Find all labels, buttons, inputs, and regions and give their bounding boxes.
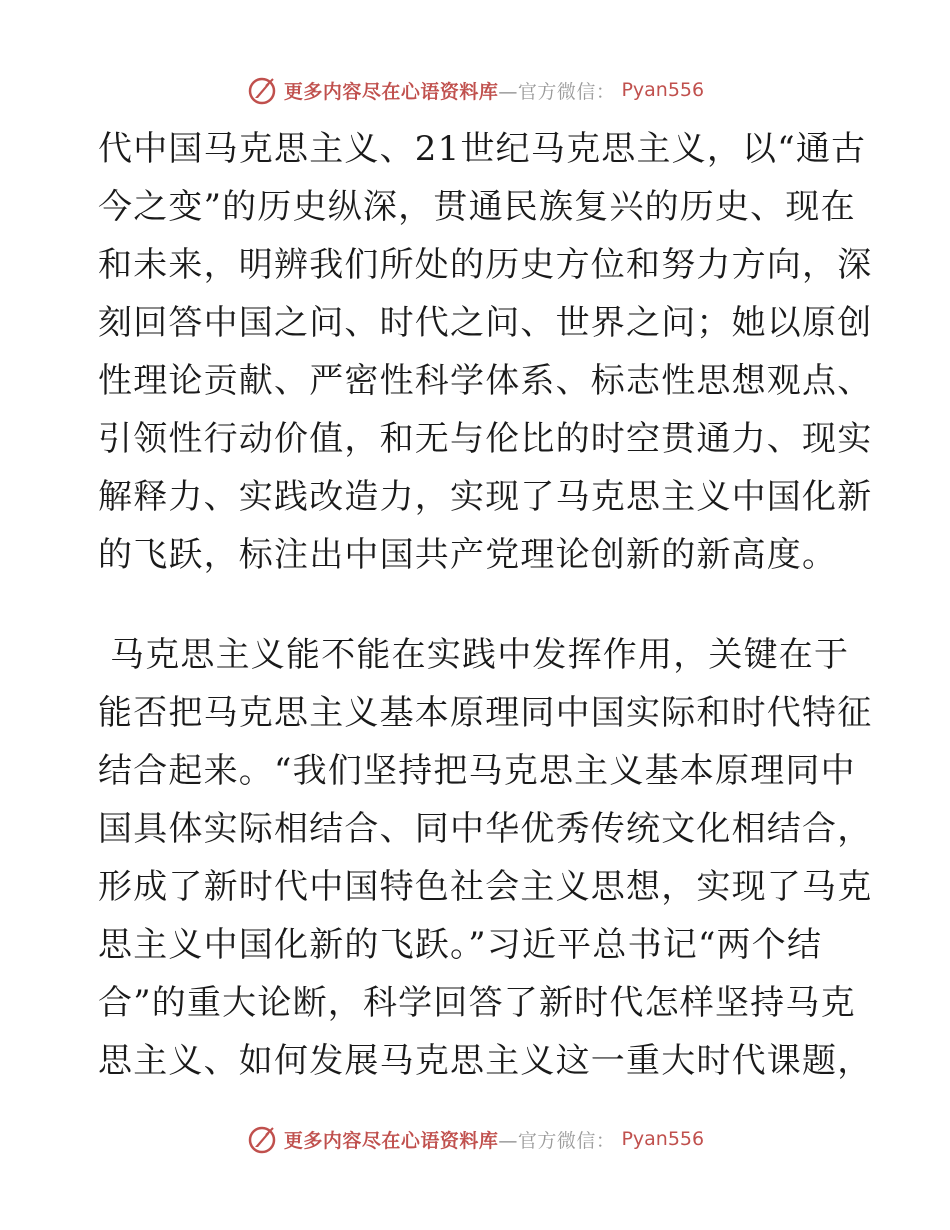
text-line: 形成了新时代中国特色社会主义思想，实现了马克: [98, 867, 873, 907]
text-line: 解释力、实践改造力，实现了马克思主义中国化新: [98, 477, 873, 517]
quill-logo-icon: [246, 1123, 278, 1155]
watermark-dash: —: [498, 1129, 518, 1152]
paragraph: [98, 120, 873, 584]
text-line: 今之变”的历史纵深，贯通民族复兴的历史、现在: [98, 187, 856, 227]
footer-watermark: [0, 1121, 950, 1157]
text-line: 刻回答中国之问、时代之问、世界之问；她以原创: [98, 303, 873, 343]
text-line: 思主义中国化新的飞跃。”习近平总书记“两个结: [98, 925, 823, 965]
watermark-dash: —: [498, 80, 518, 103]
text-line: 性理论贡献、严密性科学体系、标志性思想观点、: [98, 361, 873, 401]
text-line: 合”的重大论断，科学回答了新时代怎样坚持马克: [98, 983, 856, 1023]
watermark-wechat-id: Pyan556: [621, 1128, 705, 1150]
text-line: 能否把马克思主义基本原理同中国实际和时代特征: [98, 693, 873, 733]
header-watermark: [0, 72, 950, 108]
text-line: 马克思主义能不能在实践中发挥作用，关键在于: [98, 635, 850, 675]
watermark-text: [284, 1126, 616, 1153]
watermark-label: 官方微信：: [517, 1129, 616, 1152]
quill-logo-icon: [246, 74, 278, 106]
document-body: [98, 120, 873, 1090]
text-line: 和未来，明辨我们所处的历史方位和努力方向，深: [98, 245, 873, 285]
paragraph: [98, 626, 873, 1090]
watermark-label: 官方微信：: [517, 80, 616, 103]
watermark-main: 更多内容尽在心语资料库: [283, 1129, 499, 1152]
text-line: 的飞跃，标注出中国共产党理论创新的新高度。: [98, 535, 838, 575]
watermark-text: [284, 77, 616, 104]
text-line: 国具体实际相结合、同中华优秀传统文化相结合，: [98, 809, 873, 849]
text-line: 结合起来。“我们坚持把马克思主义基本原理同中: [98, 751, 856, 791]
paragraph-spacer: [98, 584, 858, 626]
watermark-wechat-id: Pyan556: [621, 79, 705, 101]
text-line: 思主义、如何发展马克思主义这一重大时代课题，: [98, 1041, 873, 1081]
text-line: 引领性行动价值，和无与伦比的时空贯通力、现实: [98, 419, 873, 459]
watermark-main: 更多内容尽在心语资料库: [283, 80, 499, 103]
text-line: 代中国马克思主义、21世纪马克思主义，以“通古: [98, 129, 867, 169]
